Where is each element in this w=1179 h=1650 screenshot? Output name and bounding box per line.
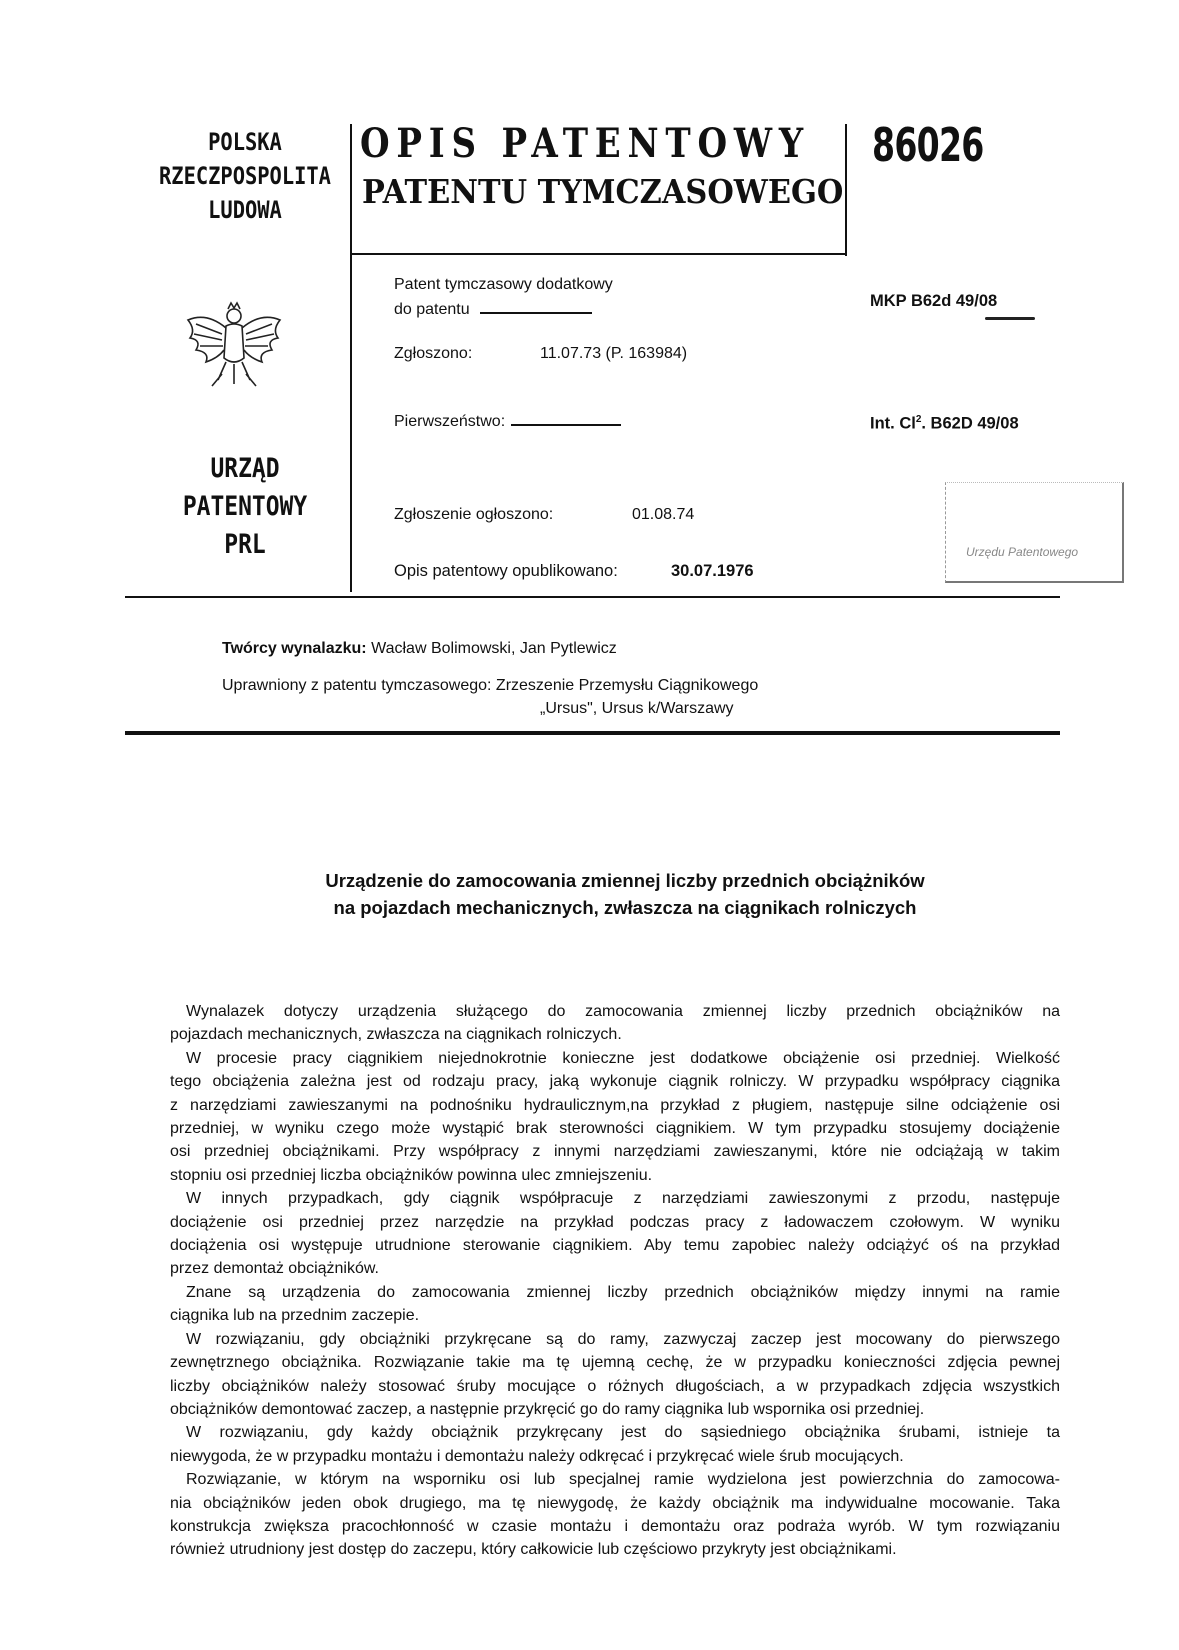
field-label: Opis patentowy opublikowano:	[394, 562, 618, 580]
field-label: Zgłoszenie ogłoszono:	[394, 506, 554, 523]
field-value: 01.08.74	[632, 506, 695, 523]
filed-field	[394, 345, 688, 363]
paragraph-line: zewnętrznego obciążnika. Rozwiązanie takie ma tę ujemną cechę, że w przypadku konieczności zdjęcia pewnej	[170, 1354, 1060, 1372]
blank-line	[511, 414, 621, 426]
field-label: Zgłoszono:	[394, 345, 473, 362]
inventors-value: Wacław Bolimowski, Jan Pytlewicz	[371, 640, 617, 657]
paragraph-line: również utrudniony jest dostęp do zaczepu, który całkowicie lub częściowo przykryty jest obciążnikami.	[170, 1541, 897, 1559]
paragraph-line: ciągnika lub na przednim zaczepie.	[170, 1307, 420, 1325]
divider-horizontal	[125, 596, 1060, 598]
stamp-text: Urzędu Patentowego	[966, 545, 1079, 559]
description-body	[170, 1000, 1060, 1562]
field-label: do patentu	[394, 301, 470, 318]
paragraph-line: liczby obciążników należy stosować śruby mocujące o różnych długościach, a w przypadkach zdjęcia wszystkich	[170, 1377, 1060, 1395]
office-line: PATENTOWY	[182, 491, 308, 522]
int-value: . B62D 49/08	[921, 414, 1019, 433]
country-name	[152, 125, 339, 227]
patent-holder	[222, 677, 758, 695]
field-value: 11.07.73 (P. 163984)	[540, 345, 688, 362]
eagle-emblem-icon	[182, 300, 286, 394]
paragraph-line: W innych przypadkach, gdy ciągnik współpracuje z narzędziami zawieszonymi z przodu, następuje	[186, 1190, 1060, 1208]
paragraph-line: stopniu osi przedniej liczba obciążników powinna ulec zmniejszeniu.	[170, 1166, 653, 1184]
library-stamp	[945, 482, 1124, 583]
office-name	[152, 450, 339, 564]
inventors-label: Twórcy wynalazku:	[222, 640, 367, 657]
priority-field	[394, 413, 621, 431]
holder-value: Zrzeszenie Przemysłu Ciągnikowego	[495, 677, 759, 694]
field-value: 30.07.1976	[671, 562, 754, 580]
paragraph-line: W rozwiązaniu, gdy każdy obciążnik przykręcany jest do sąsiedniego obciążnika śrubami, istnieje ta	[186, 1424, 1060, 1442]
paragraph-line: dociążenia osi występuje utrudnione sterowanie ciągnikiem. Aby temu zapobiec należy odciążyć oś na przykład	[170, 1237, 1060, 1255]
paragraph-line: Znane są urządzenia do zamocowania zmiennej liczby przednich obciążników między innymi na ramie	[186, 1283, 1060, 1301]
holder-label: Uprawniony z patentu tymczasowego:	[222, 677, 492, 694]
paragraph-line: nia obciążników jeden obok drugiego, ma tę niewygodę, że każdy obciążnik ma indywidualne mocowanie. Taka	[170, 1494, 1060, 1512]
invention-title-line: Urządzenie do zamocowania zmiennej liczby przednich obciążników	[325, 870, 925, 891]
paragraph-line: dociążenie osi przedniej przez narzędzie na przykład podczas pracy z ładowaczem czołowym. W wyniku	[170, 1213, 1060, 1231]
divider-horizontal	[350, 253, 846, 255]
paragraph-line: pojazdach mechanicznych, zwłaszcza na ciągnikach rolniczych.	[170, 1026, 622, 1044]
office-line: URZĄD	[210, 453, 280, 484]
country-line: LUDOWA	[208, 196, 282, 224]
paragraph-line: Rozwiązanie, w którym na wsporniku osi lub specjalnej ramie wydzielona jest powierzchnia do zamocowa-	[186, 1471, 1060, 1489]
country-line: RZECZPOSPOLITA	[159, 162, 331, 190]
holder-address: „Ursus", Ursus k/Warszawy	[540, 700, 734, 717]
int-label: Int. Cl	[870, 414, 916, 433]
document-subtitle: PATENTU TYMCZASOWEGO	[362, 172, 844, 211]
inventors	[222, 640, 617, 658]
divider-thick	[125, 731, 1060, 735]
invention-title-line: na pojazdach mechanicznych, zwłaszcza na ciągnikach rolniczych	[333, 897, 917, 918]
paragraph-line: Wynalazek dotyczy urządzenia służącego do zamocowania zmiennej liczby przednich obciążników na	[186, 1003, 1060, 1020]
field-label: Pierwszeństwo:	[394, 413, 506, 430]
divider-vertical	[845, 124, 847, 256]
additional-patent-label: Patent tymczasowy dodatkowy	[394, 276, 613, 293]
announced-field	[394, 506, 695, 524]
paragraph-line: niewygoda, że w przypadku montażu i demontażu należy odkręcać i przykręcać wiele śrub mocujących.	[170, 1447, 904, 1465]
patent-number: 86026	[872, 118, 984, 172]
paragraph-line: osi przedniej obciążnikami. Przy współpracy z innymi narzędziami zawieszanymi, które nie odciążają w takim	[170, 1143, 1060, 1161]
paragraph-line: z narzędziami zawieszanymi na podnośniku hydraulicznym,na przykład z pługiem, następuje silne odciążenie osi	[170, 1096, 1060, 1114]
int-sup: 2	[915, 414, 922, 425]
office-line: PRL	[224, 529, 266, 560]
additional-patent-field	[394, 301, 592, 319]
mkp-classification: MKP B62d 49/08	[870, 292, 998, 310]
blank-line	[480, 302, 592, 314]
paragraph-line: obciążników demontować zaczep, a następnie przykręcić go do ramy ciągnika lub wspornika osi przedniej.	[170, 1400, 925, 1418]
paragraph-line: przez demontaż obciążników.	[170, 1260, 379, 1278]
paragraph-line: W procesie pracy ciągnikiem niejednokrotnie konieczne jest dodatkowe obciążenie osi przedniej. Wielkość	[186, 1049, 1060, 1067]
document-title: OPIS PATENTOWY	[360, 120, 810, 167]
divider-vertical	[350, 124, 352, 592]
paragraph-line: przedniej, w wyniku czego może wystąpić brak sterowności ciągnikiem. W tym przypadku stosujemy dociążenie	[170, 1120, 1060, 1138]
int-classification	[870, 414, 1019, 434]
underline-mark	[985, 317, 1035, 320]
published-field	[394, 562, 754, 581]
paragraph-line: W rozwiązaniu, gdy obciążniki przykręcane są do ramy, zazwyczaj zaczep jest mocowany do pierwszego	[186, 1330, 1060, 1348]
country-line: POLSKA	[208, 128, 282, 156]
paragraph-line: tego obciążenia zależna jest od rodzaju pracy, jaką wykonuje ciągnik rolniczy. W przypadku współpracy ciągnika	[170, 1073, 1060, 1091]
paragraph-line: konstrukcja zwiększa pracochłonność w czasie montażu i demontażu oraz podraża wyrób. W tym rozwiązaniu	[170, 1517, 1060, 1535]
